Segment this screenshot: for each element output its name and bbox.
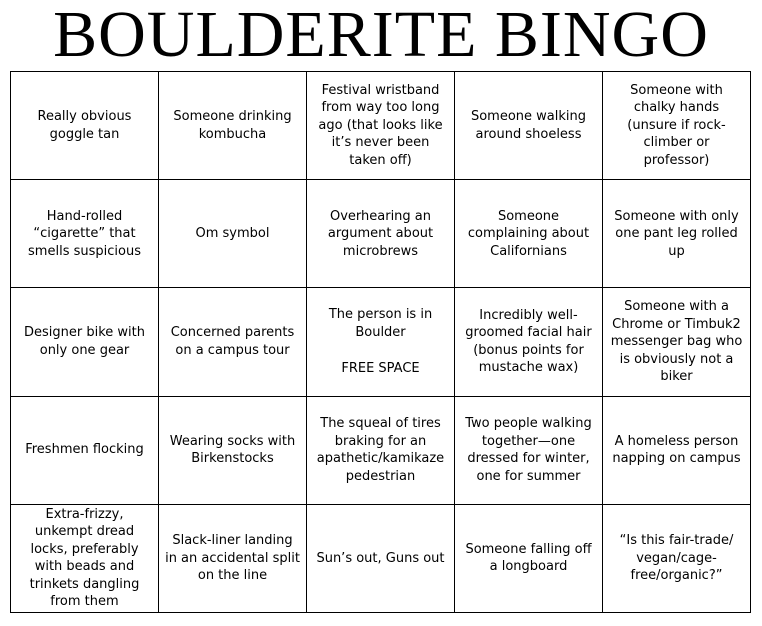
free-space-label: FREE SPACE xyxy=(341,361,420,377)
bingo-row xyxy=(11,504,751,612)
bingo-cell: Someone with a Chrome or Timbuk2 messenger bag who is obviously not a biker xyxy=(603,288,751,396)
free-space-cell xyxy=(307,288,455,396)
bingo-cell: Hand-rolled “cigarette” that smells suspicious xyxy=(11,180,159,288)
bingo-cell: Freshmen flocking xyxy=(11,396,159,504)
bingo-row xyxy=(11,396,751,504)
bingo-cell: Someone drinking kombucha xyxy=(159,72,307,180)
page-title: BOULDERITE BINGO xyxy=(53,0,709,71)
bingo-cell: Someone with only one pant leg rolled up xyxy=(603,180,751,288)
bingo-cell: Om symbol xyxy=(159,180,307,288)
bingo-row xyxy=(11,180,751,288)
bingo-cell: Someone walking around shoeless xyxy=(455,72,603,180)
bingo-cell: Designer bike with only one gear xyxy=(11,288,159,396)
bingo-cell: Someone complaining about Californians xyxy=(455,180,603,288)
bingo-cell: “Is this fair-trade/ vegan/cage-free/organic?” xyxy=(603,504,751,612)
bingo-row xyxy=(11,72,751,180)
bingo-cell: Someone with chalky hands (unsure if rock-climber or professor) xyxy=(603,72,751,180)
bingo-cell: Sun’s out, Guns out xyxy=(307,504,455,612)
bingo-cell: Someone falling off a longboard xyxy=(455,504,603,612)
bingo-cell: Concerned parents on a campus tour xyxy=(159,288,307,396)
bingo-cell: Festival wristband from way too long ago (that looks like it’s never been taken off) xyxy=(307,72,455,180)
bingo-cell: Wearing socks with Birkenstocks xyxy=(159,396,307,504)
bingo-cell: A homeless person napping on campus xyxy=(603,396,751,504)
bingo-cell: Two people walking together—one dressed for winter, one for summer xyxy=(455,396,603,504)
bingo-cell: The squeal of tires braking for an apathetic/kamikaze pedestrian xyxy=(307,396,455,504)
bingo-row xyxy=(11,288,751,396)
bingo-cell: Extra-frizzy, unkempt dread locks, preferably with beads and trinkets dangling from them xyxy=(11,504,159,612)
free-space-text: The person is in Boulder xyxy=(328,307,433,340)
bingo-grid xyxy=(10,71,751,613)
bingo-cell: Overhearing an argument about microbrews xyxy=(307,180,455,288)
bingo-cell: Incredibly well-groomed facial hair (bonus points for mustache wax) xyxy=(455,288,603,396)
bingo-cell: Really obvious goggle tan xyxy=(11,72,159,180)
bingo-cell: Slack-liner landing in an accidental split on the line xyxy=(159,504,307,612)
